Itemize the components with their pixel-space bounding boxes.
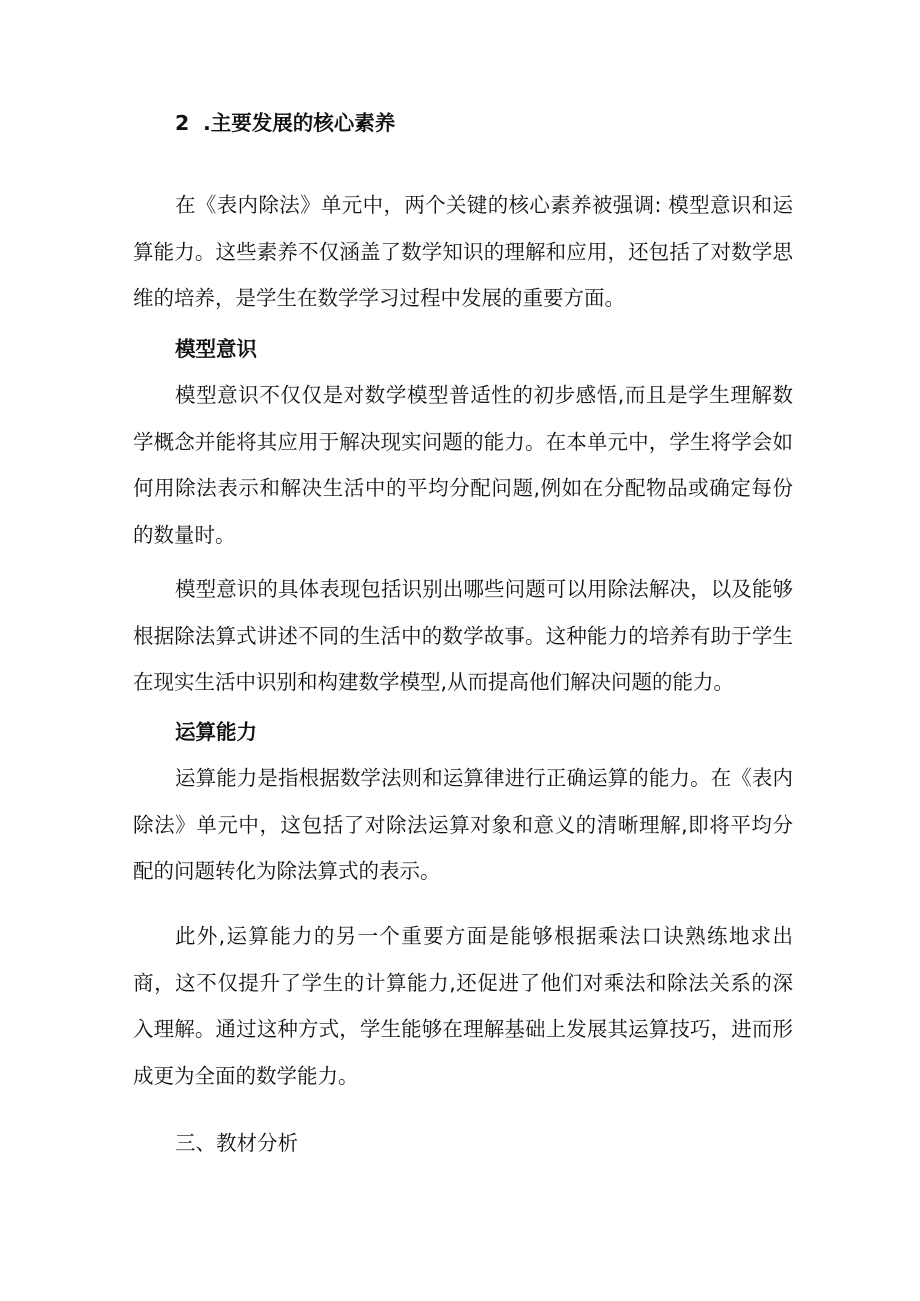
intro-paragraph: 在《表内除法》单元中，两个关键的核心素养被强调: 模型意识和运算能力。这些素养不仅涵盖了数学知识的理解和应用，还包括了对数学思维的培养，是学生在数学学习过程中发展的重要方面。 <box>133 193 793 310</box>
model-awareness-paragraph-1: 模型意识不仅仅是对数学模型普适性的初步感悟,而且是学生理解数学概念并能将其应用于解决现实问题的能力。在本单元中，学生将学会如何用除法表示和解决生活中的平均分配问题,例如在分配物品或确定每份的数量时。 <box>133 383 793 547</box>
operation-ability-paragraph-2: 此外,运算能力的另一个重要方面是能够根据乘法口诀熟练地求出商，这不仅提升了学生的计算能力,还促进了他们对乘法和除法关系的深入理解。通过这种方式，学生能够在理解基础上发展其运算技巧，进而形成更为全面的数学能力。 <box>133 924 793 1088</box>
section-number: 2 <box>175 111 190 135</box>
operation-ability-heading: 运算能力 <box>175 720 257 744</box>
section-title: .主要发展的核心素养 <box>203 111 396 135</box>
next-section-heading: 三、教材分析 <box>175 1131 298 1155</box>
operation-ability-paragraph-1: 运算能力是指根据数学法则和运算律进行正确运算的能力。在《表内除法》单元中，这包括了对除法运算对象和意义的清晰理解,即将平均分配的问题转化为除法算式的表示。 <box>133 766 793 883</box>
section-heading <box>175 105 395 141</box>
model-awareness-heading: 模型意识 <box>175 337 257 361</box>
model-awareness-paragraph-2: 模型意识的具体表现包括识别出哪些问题可以用除法解决，以及能够根据除法算式讲述不同的生活中的数学故事。这种能力的培养有助于学生在现实生活中识别和构建数学模型,从而提高他们解决问题的能力。 <box>133 577 793 694</box>
